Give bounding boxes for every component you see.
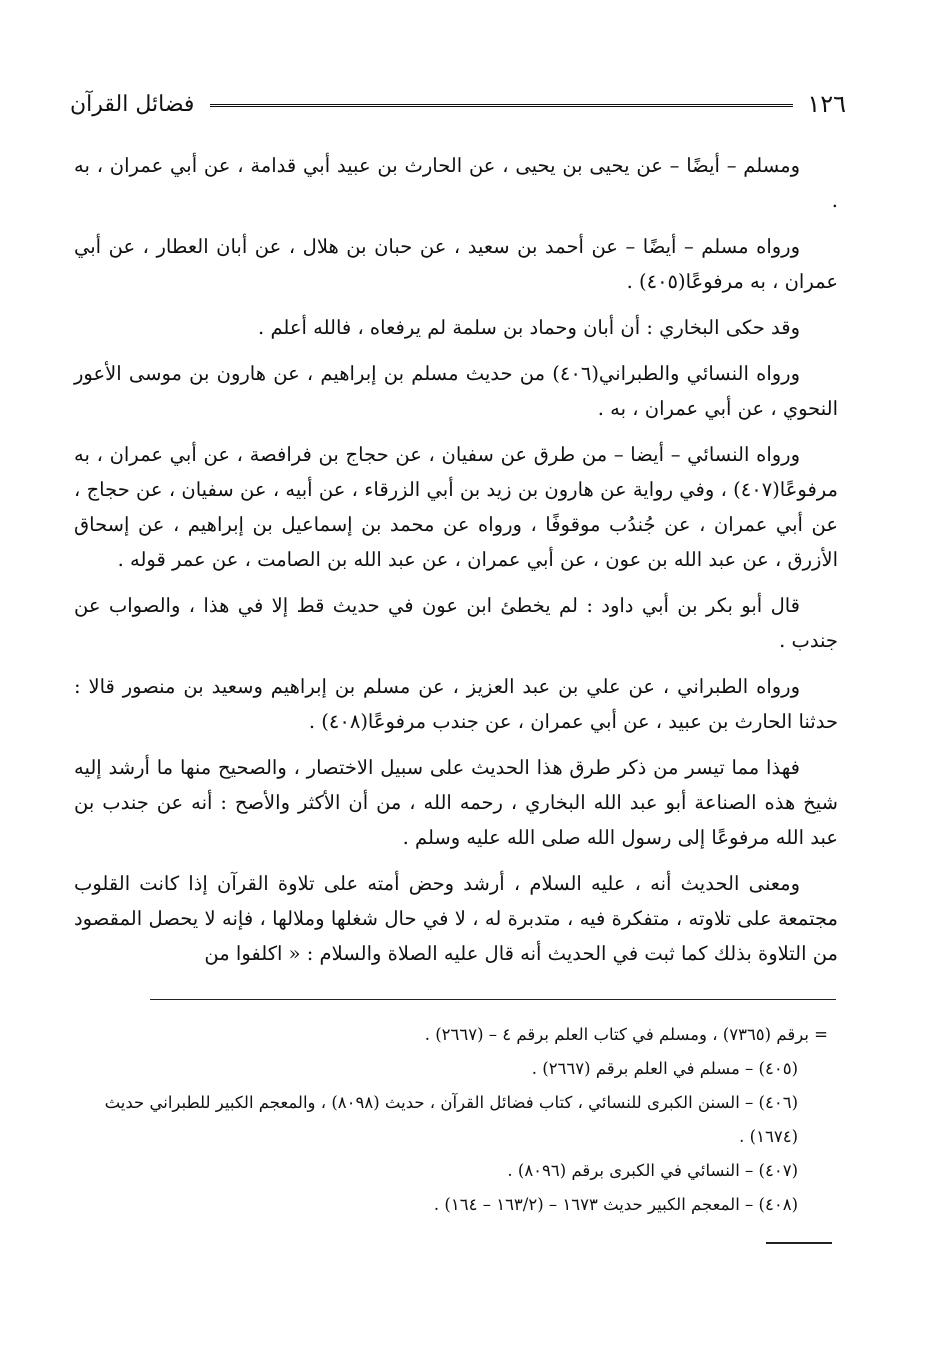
paragraph: ورواه مسلم – أيضًا – عن أحمد بن سعيد ، عن حبان بن هلال ، عن أبان العطار ، عن أبي عمران ، به مرفوعًا(٤٠٥) . xyxy=(74,235,838,293)
paragraph: ورواه الطبراني ، عن علي بن عبد العزيز ، عن مسلم بن إبراهيم وسعيد بن منصور قالا : حدثنا الحارث بن عبيد ، عن أبي عمران ، عن جندب مرفوعًا(٤٠٨) . xyxy=(74,675,838,733)
paragraph: وقد حكى البخاري : أن أبان وحماد بن سلمة لم يرفعاه ، فالله أعلم . xyxy=(258,316,800,339)
paragraph: ورواه النسائي والطبراني(٤٠٦) من حديث مسلم بن إبراهيم ، عن هارون بن موسى الأعور النحوي ، عن أبي عمران ، به . xyxy=(74,362,838,420)
page-header xyxy=(70,84,846,124)
running-title: فضائل القرآن xyxy=(70,91,195,117)
footnote: = برقم (٧٣٦٥) ، ومسلم في كتاب العلم برقم ٤ – (٢٦٦٧) . xyxy=(424,1025,828,1044)
main-text xyxy=(74,148,838,982)
footer-rule xyxy=(766,1242,832,1244)
paragraph: قال أبو بكر بن أبي داود : لم يخطئ ابن عون في حديث قط إلا في هذا ، والصواب عن جندب . xyxy=(74,594,838,652)
header-rule xyxy=(210,104,793,107)
page-number: ١٢٦ xyxy=(807,90,846,118)
footnote: (٤٠٥) – مسلم في العلم برقم (٢٦٦٧) . xyxy=(531,1059,798,1078)
footnote: (٤٠٧) – النسائي في الكبرى برقم (٨٠٩٦) . xyxy=(507,1161,798,1180)
paragraph: فهذا مما تيسر من ذكر طرق هذا الحديث على سبيل الاختصار ، والصحيح منها ما أرشد إليه شيخ هذه الصناعة أبو عبد الله البخاري ، رحمه الله ، من أن الأكثر والأصح : أنه عن جندب بن عبد الله مرفوعًا إلى رسول الله صلى الله عليه وسلم . xyxy=(74,756,838,849)
footnote: (٤٠٦) – السنن الكبرى للنسائي ، كتاب فضائل القرآن ، حديث (٨٠٩٨) ، والمعجم الكبير للطبراني حديث (١٦٧٤) . xyxy=(104,1093,798,1146)
footnotes xyxy=(76,1018,828,1222)
paragraph: ومسلم – أيضًا – عن يحيى بن يحيى ، عن الحارث بن عبيد أبي قدامة ، عن أبي عمران ، به . xyxy=(74,154,838,212)
paragraph: ومعنى الحديث أنه ، عليه السلام ، أرشد وحض أمته على تلاوة القرآن إذا كانت القلوب مجتمعة على تلاوته ، متفكرة فيه ، متدبرة له ، لا في حال شغلها وملالها ، فإنه لا يحصل المقصود من التلاوة بذلك كما ثبت في الحديث أنه قال عليه الصلاة والسلام : « اكلفوا من xyxy=(74,872,838,965)
footnote: (٤٠٨) – المعجم الكبير حديث ١٦٧٣ – (١٦٣/٢ – ١٦٤) . xyxy=(433,1195,798,1214)
footnote-separator xyxy=(150,999,836,1000)
paragraph: ورواه النسائي – أيضا – من طرق عن سفيان ، عن حجاج بن فرافصة ، عن أبي عمران ، به مرفوعًا(٤٠٧) ، وفي رواية عن هارون بن زيد بن أبي الزرقاء ، عن أبيه ، عن سفيان ، عن حجاج ، عن أبي عمران ، عن جُندُب موقوفًا ، ورواه عن محمد بن إسماعيل بن إبراهيم ، عن إسحاق الأزرق ، عن عبد الله بن عون ، عن أبي عمران ، عن عبد الله بن الصامت ، عن عمر قوله . xyxy=(74,443,838,571)
